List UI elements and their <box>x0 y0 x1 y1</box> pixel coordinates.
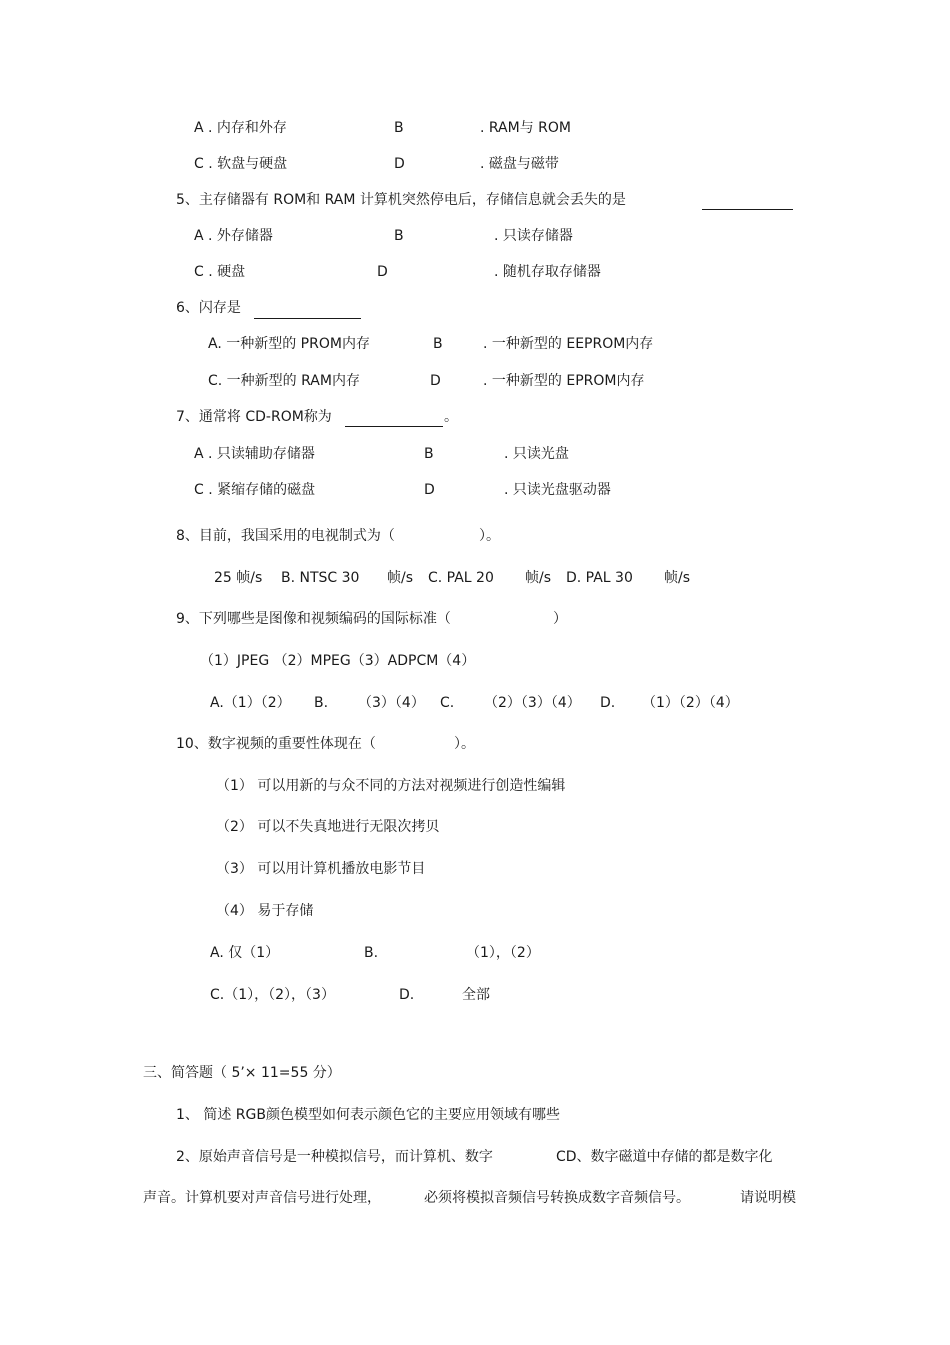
q4-option-b-text: . RAM与 ROM <box>480 120 571 136</box>
q5-option-d-letter: D <box>377 264 388 280</box>
q5-stem: 5、主存储器有 ROM和 RAM 计算机突然停电后，存储信息就会丢失的是 <box>176 192 626 208</box>
q8-option-d: D. PAL 30 <box>566 570 633 586</box>
q4-option-d-text: . 磁盘与磁带 <box>480 156 559 172</box>
q9-option-a: A.（1）（2） <box>210 695 291 711</box>
q6-option-a: A. 一种新型的 PROM内存 <box>208 336 370 352</box>
q7-stem-end: 。 <box>444 409 458 425</box>
q8-option-b-unit: 帧/s <box>387 570 414 586</box>
q5-option-d-text: . 随机存取存储器 <box>494 264 601 280</box>
q7-option-a: A . 只读辅助存储器 <box>194 446 315 462</box>
q10-item-2: （2） 可以不失真地进行无限次拷贝 <box>216 819 440 835</box>
q4-option-d-letter: D <box>394 156 405 172</box>
q5-option-b-text: . 只读存储器 <box>494 228 573 244</box>
q5-option-a: A . 外存储器 <box>194 228 273 244</box>
q8-option-d-unit: 帧/s <box>664 570 691 586</box>
q8-option-c-unit: 帧/s <box>525 570 552 586</box>
q9-stem: 9、下列哪些是图像和视频编码的国际标准（ <box>176 611 451 627</box>
q8-stem: 8、目前，我国采用的电视制式为（ <box>176 528 395 544</box>
q9-items: （1）JPEG （2）MPEG（3）ADPCM（4） <box>200 653 476 669</box>
q9-option-b: B. <box>314 695 329 711</box>
q7-option-d-text: . 只读光盘驱动器 <box>504 482 611 498</box>
q10-stem-end: ）。 <box>454 736 475 752</box>
q8-option-c: C. PAL 20 <box>428 570 494 586</box>
section3-question-2-line1b: CD、数字磁道中存储的都是数字化 <box>556 1149 773 1165</box>
section3-question-2-line2a: 声音。计算机要对声音信号进行处理， <box>143 1190 381 1206</box>
q7-stem: 7、通常将 CD-ROM称为 <box>176 409 332 425</box>
q9-option-b-value: （3）（4） <box>358 695 425 711</box>
q6-option-b-text: . 一种新型的 EEPROM内存 <box>483 336 654 352</box>
q9-option-d-value: （1）（2）（4） <box>642 695 739 711</box>
q7-option-b-text: . 只读光盘 <box>504 446 569 462</box>
section3-question-2-line1a: 2、原始声音信号是一种模拟信号，而计算机、数字 <box>176 1149 493 1165</box>
q6-option-d-letter: D <box>430 373 441 389</box>
q9-option-d: D. <box>600 695 616 711</box>
q4-option-a: A . 内存和外存 <box>194 120 287 136</box>
section3-heading: 三、简答题（ 5’× 11=55 分） <box>143 1065 341 1081</box>
q7-option-c: C . 紧缩存储的磁盘 <box>194 482 316 498</box>
q6-answer-blank <box>254 304 361 319</box>
q10-option-a: A. 仅（1） <box>210 945 280 961</box>
q10-item-3: （3） 可以用计算机播放电影节目 <box>216 861 426 877</box>
section3-question-2-line2b: 必须将模拟音频信号转换成数字音频信号。 <box>424 1190 690 1206</box>
q6-option-c: C. 一种新型的 RAM内存 <box>208 373 360 389</box>
q5-option-c: C . 硬盘 <box>194 264 246 280</box>
q9-option-c-value: （2）（3）（4） <box>484 695 581 711</box>
q10-item-4: （4） 易于存储 <box>216 903 314 919</box>
q6-option-b-letter: B <box>433 336 443 352</box>
q5-answer-blank <box>702 195 793 210</box>
q8-option-a: 25 帧/s <box>214 570 263 586</box>
q7-option-b-letter: B <box>424 446 434 462</box>
q9-option-c: C. <box>440 695 455 711</box>
q10-option-b-value: （1），（2） <box>466 945 540 961</box>
q9-stem-end: ） <box>553 611 567 627</box>
q7-option-d-letter: D <box>424 482 435 498</box>
q10-option-d: D. <box>399 987 415 1003</box>
q4-option-c: C . 软盘与硬盘 <box>194 156 288 172</box>
q10-option-b: B. <box>364 945 379 961</box>
q6-option-d-text: . 一种新型的 EPROM内存 <box>483 373 645 389</box>
q8-option-b: B. NTSC 30 <box>281 570 360 586</box>
q6-stem: 6、闪存是 <box>176 300 241 316</box>
q5-option-b-letter: B <box>394 228 404 244</box>
q10-option-d-value: 全部 <box>462 987 490 1003</box>
q10-item-1: （1） 可以用新的与众不同的方法对视频进行创造性编辑 <box>216 778 566 794</box>
q8-stem-end: ）。 <box>479 528 500 544</box>
section3-question-1: 1、 简述 RGB颜色模型如何表示颜色它的主要应用领域有哪些 <box>176 1107 560 1123</box>
section3-question-2-line2c: 请说明模 <box>740 1190 796 1206</box>
q7-answer-blank <box>345 412 443 427</box>
q4-option-b-letter: B <box>394 120 404 136</box>
q10-stem: 10、数字视频的重要性体现在（ <box>176 736 376 752</box>
q10-option-c: C.（1），（2），（3） <box>210 987 335 1003</box>
